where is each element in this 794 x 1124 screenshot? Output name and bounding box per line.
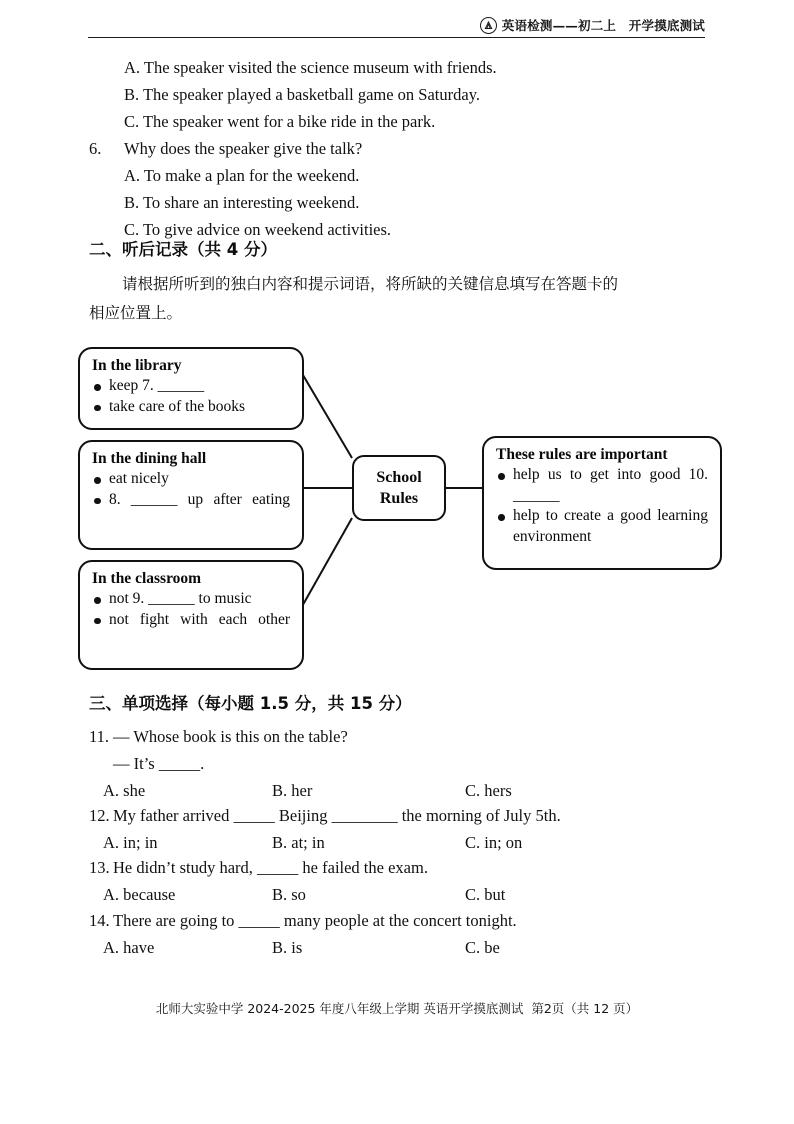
- q12-option-a: A. in; in: [103, 833, 158, 852]
- mindmap-box-item: not fight with each other: [92, 610, 290, 631]
- mindmap-box-title: In the library: [92, 357, 182, 374]
- school-rules-mindmap: [0, 340, 794, 685]
- section-two-instruction-line2: 相应位置上。: [89, 304, 183, 322]
- mindmap-box-classroom: [78, 560, 304, 670]
- mindmap-box-item: help us to get into good 10. ______: [496, 465, 708, 506]
- mindmap-box-title: In the dining hall: [92, 450, 207, 467]
- q14-number: 14.: [89, 911, 110, 930]
- header-title: 英语检测——初二上 开学摸底测试: [501, 18, 705, 33]
- mindmap-box-item: not 9. ______ to music: [92, 589, 290, 610]
- q13-number: 13.: [89, 858, 110, 877]
- q13-option-a: A. because: [103, 885, 176, 904]
- q13-option-c: C. but: [465, 885, 506, 904]
- page-footer: 北师大实验中学 2024-2025 年度八年级上学期 英语开学摸底测试 第2页（共 12 页）: [155, 1001, 639, 1016]
- q12-stem: My father arrived _____ Beijing ________ the morning of July 5th.: [113, 806, 561, 825]
- mindmap-center-node: [352, 455, 446, 521]
- q6-stem: Why does the speaker give the talk?: [124, 139, 363, 158]
- mindmap-box-importance: [482, 436, 722, 570]
- q14-option-b: B. is: [272, 938, 303, 957]
- section-two-instruction-line1: 请根据所听到的独白内容和提示词语，将所缺的关键信息填写在答题卡的: [122, 275, 619, 293]
- q13-option-b: B. so: [272, 885, 306, 904]
- q6-option-a: A. To make a plan for the weekend.: [124, 166, 360, 185]
- mindmap-box-dining-hall: [78, 440, 304, 550]
- mindmap-box-item: take care of the books: [92, 397, 290, 418]
- mindmap-center-line1: School: [376, 469, 422, 486]
- q11-stem-line2: — It’s _____.: [113, 754, 205, 773]
- q12-option-c: C. in; on: [465, 833, 523, 852]
- q6-number: 6.: [89, 139, 102, 158]
- q5-option-a: A. The speaker visited the science museum with friends.: [124, 58, 497, 77]
- mindmap-box-title: These rules are important: [496, 446, 668, 463]
- q14-option-c: C. be: [465, 938, 500, 957]
- mindmap-center-line2: Rules: [379, 490, 419, 507]
- q11-option-a: A. she: [103, 781, 146, 800]
- q13-stem: He didn’t study hard, _____ he failed the exam.: [113, 858, 428, 877]
- q11-option-c: C. hers: [465, 781, 512, 800]
- mindmap-box-item: 8. ______ up after eating: [92, 490, 290, 511]
- q11-number: 11.: [89, 727, 110, 746]
- q6-option-b: B. To share an interesting weekend.: [124, 193, 360, 212]
- mindmap-box-item: help to create a good learning environment: [496, 506, 708, 547]
- q14-option-a: A. have: [103, 938, 155, 957]
- section-three-heading: 三、单项选择（每小题 1.5 分，共 15 分）: [89, 694, 412, 713]
- q5-option-c: C. The speaker went for a bike ride in the park.: [124, 112, 436, 131]
- mindmap-box-item: eat nicely: [92, 469, 290, 490]
- q11-option-b: B. her: [272, 781, 313, 800]
- mindmap-box-title: In the classroom: [92, 570, 202, 587]
- q6-option-c: C. To give advice on weekend activities.: [124, 220, 392, 239]
- q5-option-b: B. The speaker played a basketball game on Saturday.: [124, 85, 481, 104]
- q12-number: 12.: [89, 806, 110, 825]
- mindmap-box-item: keep 7. ______: [92, 376, 290, 397]
- q14-stem: There are going to _____ many people at the concert tonight.: [113, 911, 517, 930]
- q11-stem-line1: — Whose book is this on the table?: [113, 727, 348, 746]
- q12-option-b: B. at; in: [272, 833, 325, 852]
- mindmap-box-library: [78, 347, 304, 430]
- section-two-heading: 二、听后记录（共 4 分）: [89, 240, 277, 259]
